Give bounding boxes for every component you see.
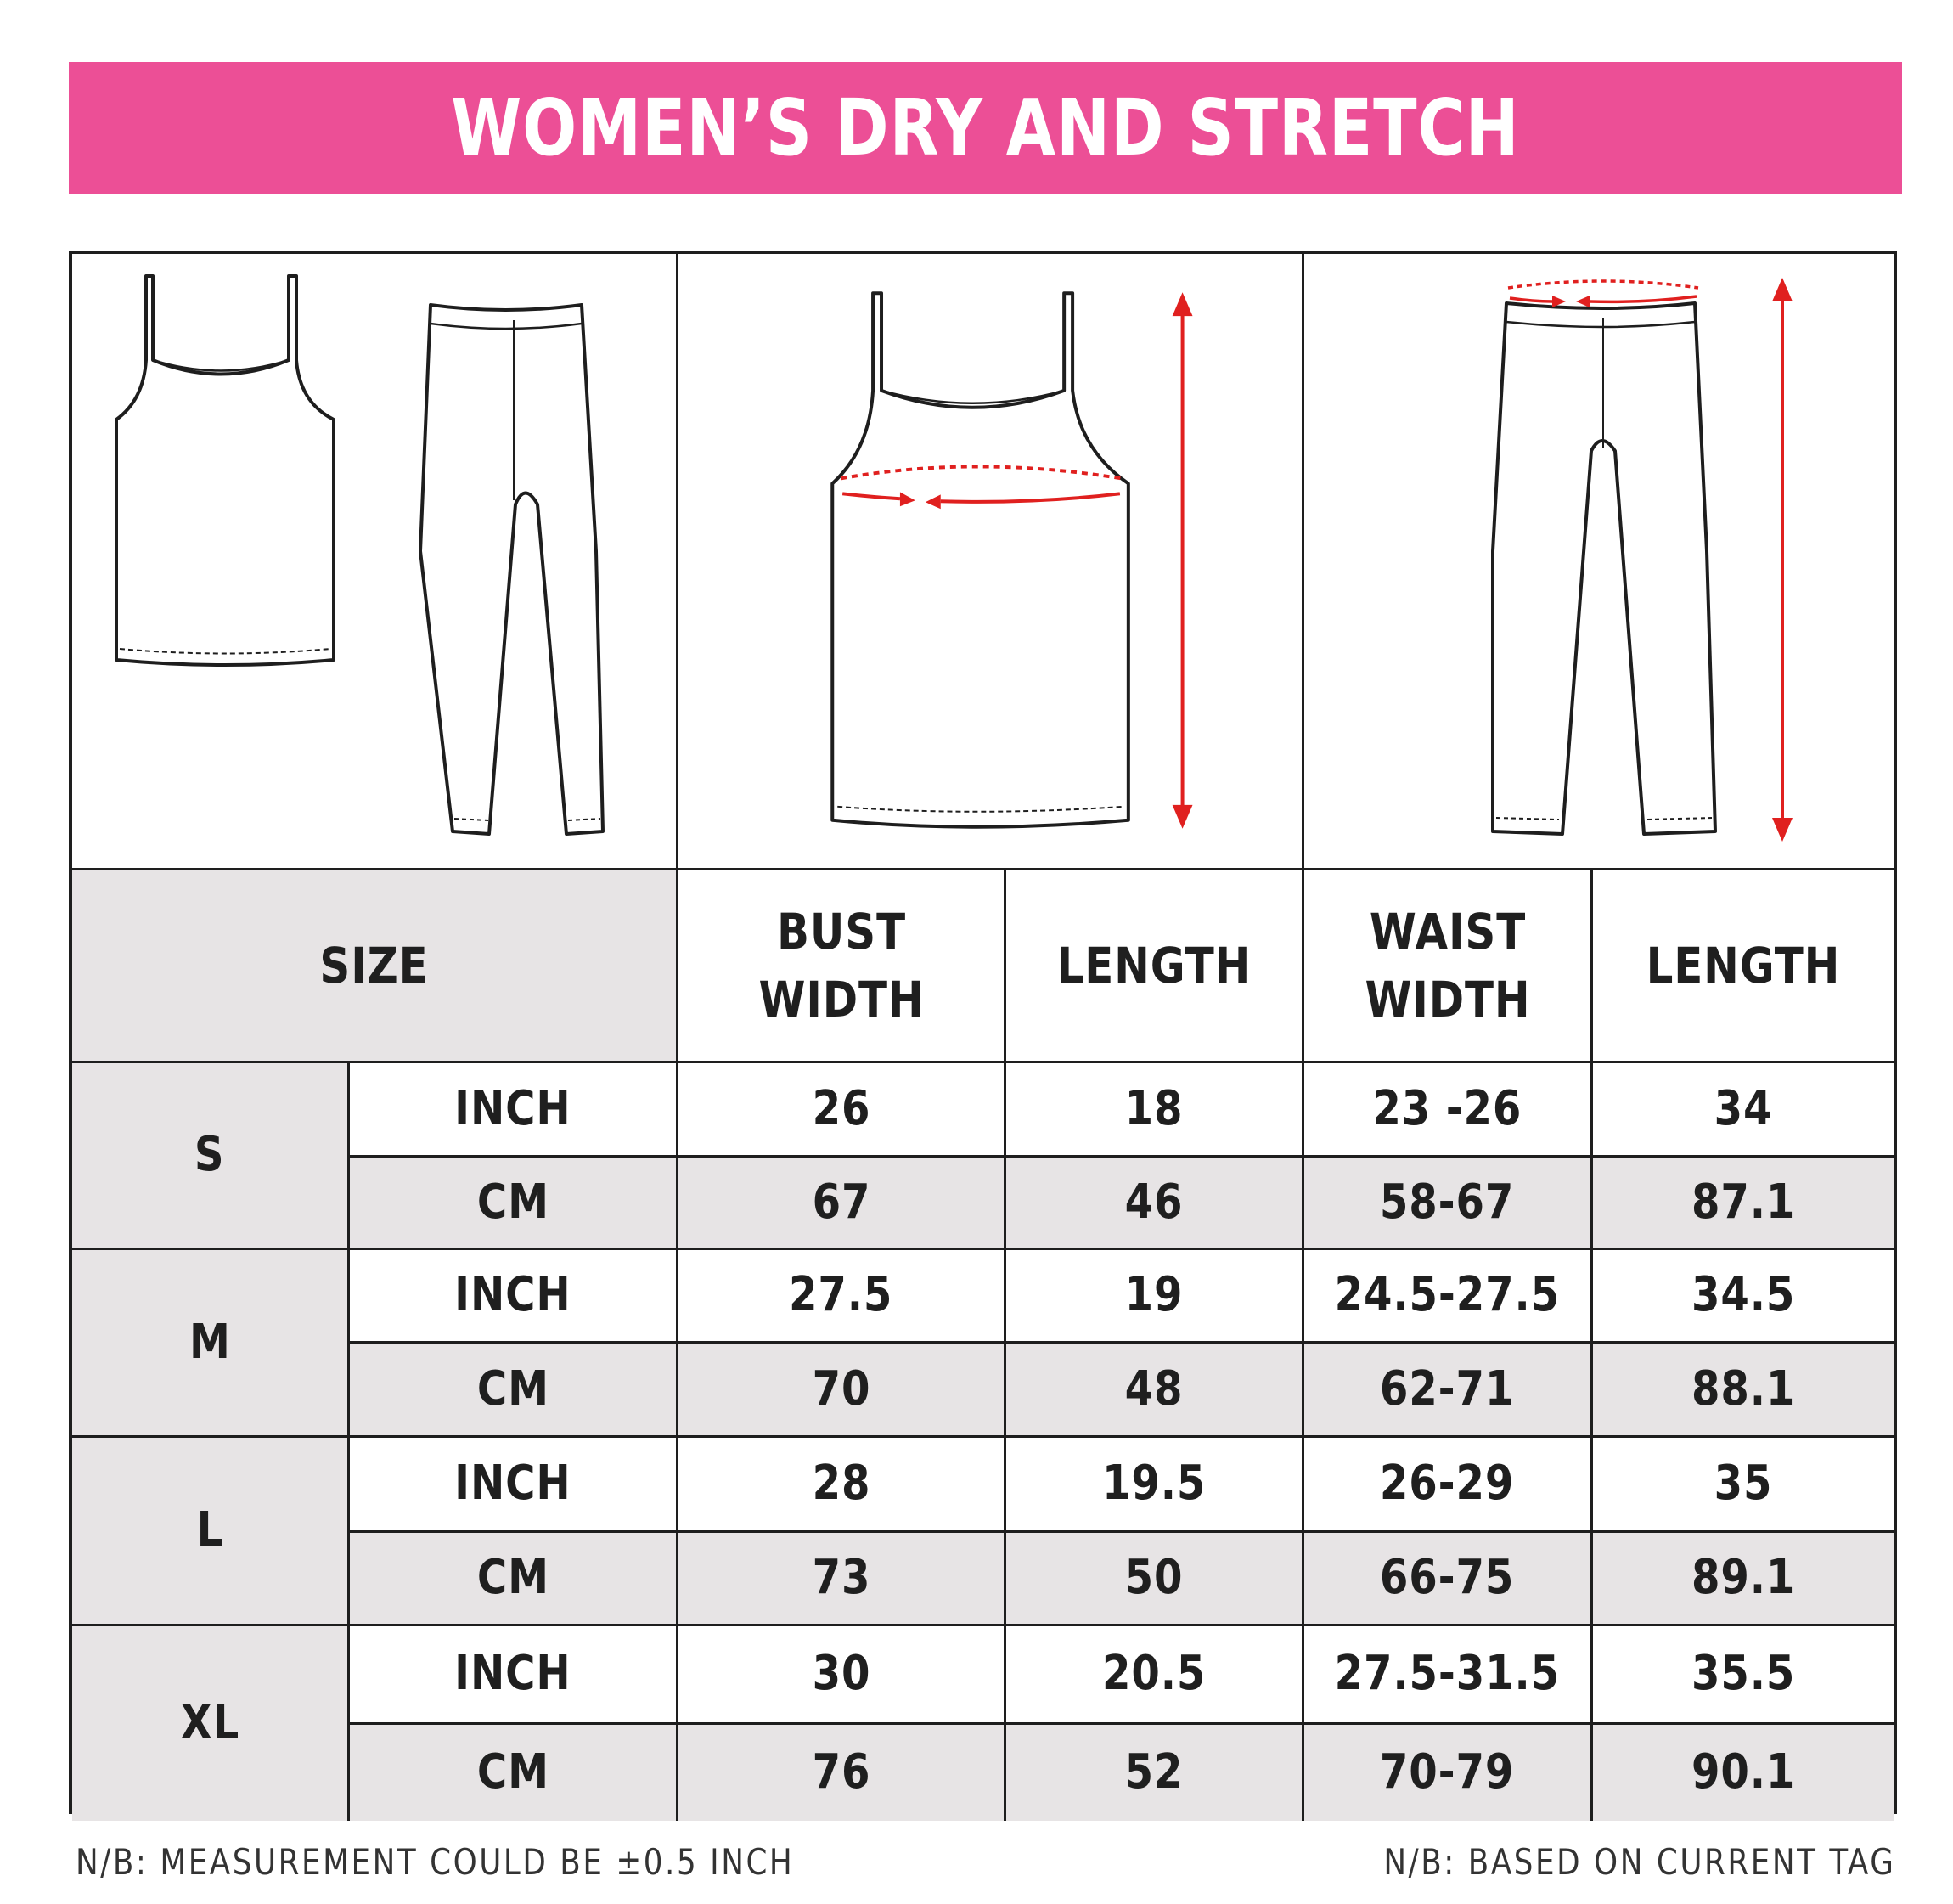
waist-value: 70-79 [1304, 1725, 1593, 1821]
leggings-icon [420, 305, 603, 834]
camisole-outline-icon [832, 293, 1128, 826]
unit-label: CM [350, 1158, 678, 1250]
size-label-m: M [72, 1250, 350, 1438]
top-length-value: 18 [1006, 1063, 1304, 1158]
camisole-icon [116, 276, 334, 665]
bust-value: 26 [678, 1063, 1006, 1158]
bottom-length-value: 35 [1593, 1438, 1894, 1533]
top-length-value: 46 [1006, 1158, 1304, 1250]
top-length-header: LENGTH [1006, 870, 1304, 1063]
tag-note: N/B: BASED ON CURRENT TAG [1382, 1841, 1895, 1883]
waist-value: 24.5-27.5 [1304, 1250, 1593, 1344]
waist-value: 58-67 [1304, 1158, 1593, 1250]
top-length-value: 50 [1006, 1533, 1304, 1626]
top-length-value: 48 [1006, 1344, 1304, 1438]
unit-label: CM [350, 1725, 678, 1821]
top-length-value: 19 [1006, 1250, 1304, 1344]
bust-value: 30 [678, 1626, 1006, 1725]
unit-label: CM [350, 1344, 678, 1438]
size-label-s: S [72, 1063, 350, 1250]
unit-label: INCH [350, 1063, 678, 1158]
bottom-length-value: 88.1 [1593, 1344, 1894, 1438]
top-length-value: 52 [1006, 1725, 1304, 1821]
overview-illustration [72, 254, 678, 870]
unit-label: CM [350, 1533, 678, 1626]
top-length-arrow-icon [1173, 292, 1193, 828]
bottom-length-value: 34 [1593, 1063, 1894, 1158]
waist-value: 23 -26 [1304, 1063, 1593, 1158]
bust-value: 76 [678, 1725, 1006, 1821]
bottom-length-value: 35.5 [1593, 1626, 1894, 1725]
waist-value: 26-29 [1304, 1438, 1593, 1533]
bottom-length-value: 34.5 [1593, 1250, 1894, 1344]
size-chart [69, 251, 1897, 1814]
waist-width-header: WAIST WIDTH [1304, 870, 1593, 1063]
size-header: SIZE [72, 870, 678, 1063]
bottom-length-value: 90.1 [1593, 1725, 1894, 1821]
unit-label: INCH [350, 1250, 678, 1344]
waist-value: 27.5-31.5 [1304, 1626, 1593, 1725]
bust-width-header: BUST WIDTH [678, 870, 1006, 1063]
bottom-length-value: 87.1 [1593, 1158, 1894, 1250]
top-length-value: 20.5 [1006, 1626, 1304, 1725]
leg-length-arrow-icon [1772, 278, 1793, 842]
unit-label: INCH [350, 1626, 678, 1725]
waist-value: 66-75 [1304, 1533, 1593, 1626]
page-title: WOMEN’S DRY AND STRETCH [451, 82, 1520, 173]
bust-value: 67 [678, 1158, 1006, 1250]
bust-value: 28 [678, 1438, 1006, 1533]
size-label-xl: XL [72, 1626, 350, 1821]
leggings-outline-icon [1493, 303, 1715, 834]
title-banner [69, 62, 1902, 194]
bust-value: 27.5 [678, 1250, 1006, 1344]
bust-value: 70 [678, 1344, 1006, 1438]
bust-value: 73 [678, 1533, 1006, 1626]
top-length-value: 19.5 [1006, 1438, 1304, 1533]
waist-value: 62-71 [1304, 1344, 1593, 1438]
bottom-measurement-illustration [1304, 254, 1894, 870]
waist-width-arrow-icon [1508, 281, 1698, 307]
measurement-note: N/B: MEASUREMENT COULD BE ±0.5 INCH [76, 1841, 795, 1883]
bottom-length-header: LENGTH [1593, 870, 1894, 1063]
top-measurement-illustration [678, 254, 1304, 870]
size-label-l: L [72, 1438, 350, 1626]
bottom-length-value: 89.1 [1593, 1533, 1894, 1626]
unit-label: INCH [350, 1438, 678, 1533]
